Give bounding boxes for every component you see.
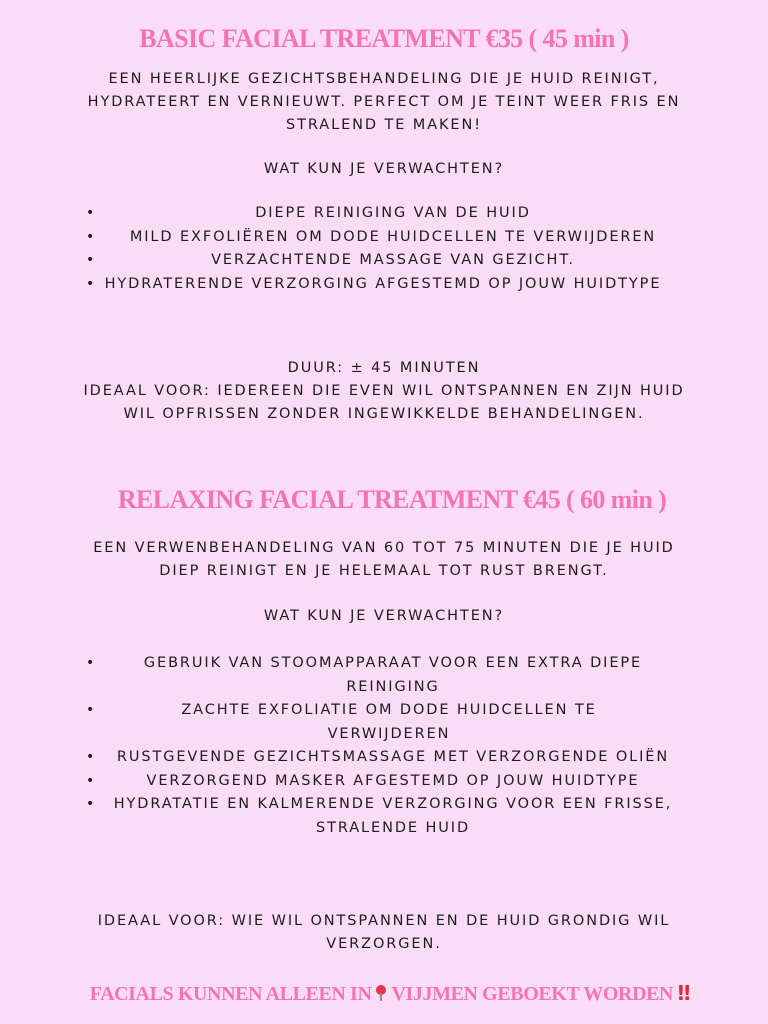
basic-facial-expect-heading: WAT KUN JE VERWACHTEN?	[263, 161, 505, 177]
double-exclamation-icon: ‼	[677, 981, 689, 1005]
basic-facial-list	[84, 202, 684, 296]
list-item: • GEBRUIK VAN STOOMAPPARAAT VOOR EEN EXTRA DIEPE REINIGING	[84, 652, 684, 699]
bullet-icon: •	[86, 796, 97, 812]
list-item: • HYDRATATIE EN KALMERENDE VERZORGING VOOR EEN FRISSE, STRALENDE HUID	[84, 793, 684, 840]
basic-facial-intro: EEN HEERLIJKE GEZICHTSBEHANDELING DIE JE HUID REINIGT, HYDRATEERT EN VERNIEUWT. PERFECT OM JE TEINT WEER FRIS EN STRALEND TE MAKEN!	[87, 71, 681, 133]
bullet-icon: •	[86, 702, 97, 718]
basic-facial-ideal: IDEAAL VOOR: IEDEREEN DIE EVEN WIL ONTSPANNEN EN ZIJN HUID WIL OPFRISSEN ZONDER INGEWIKKELDE BEHANDELINGEN.	[83, 383, 685, 422]
bullet-icon: •	[86, 749, 97, 765]
bullet-icon: •	[86, 205, 97, 221]
booking-notice	[0, 981, 768, 1006]
relaxing-facial-expect-heading: WAT KUN JE VERWACHTEN?	[263, 608, 505, 624]
relaxing-facial-intro: EEN VERWENBEHANDELING VAN 60 TOT 75 MINUTEN DIE JE HUID DIEP REINIGT EN JE HELEMAAL TOT RUST BRENGT.	[93, 540, 675, 579]
relaxing-facial-ideal: IDEAAL VOOR: WIE WIL ONTSPANNEN EN DE HUID GRONDIG WIL VERZORGEN.	[97, 913, 671, 952]
list-item: • MILD EXFOLIËREN OM DODE HUIDCELLEN TE VERWIJDEREN	[84, 226, 684, 250]
booking-notice-text-start: FACIALS KUNNEN ALLEEN IN	[89, 983, 372, 1005]
list-item: • DIEPE REINIGING VAN DE HUID	[84, 202, 684, 226]
basic-facial-duration: DUUR: ± 45 MINUTEN	[287, 360, 481, 376]
list-item: • VERZORGEND MASKER AFGESTEMD OP JOUW HUIDTYPE	[84, 770, 684, 794]
bullet-icon: •	[86, 252, 97, 268]
list-item: • VERZACHTENDE MASSAGE VAN GEZICHT.	[84, 249, 684, 273]
round-pushpin-icon	[375, 985, 387, 1001]
bullet-icon: •	[86, 275, 97, 292]
basic-facial-title: BASIC FACIAL TREATMENT €35 ( 45 min )	[139, 24, 629, 53]
relaxing-facial-title: RELAXING FACIAL TREATMENT €45 ( 60 min )	[117, 485, 667, 514]
bullet-icon: •	[86, 228, 97, 245]
bullet-icon: •	[86, 772, 97, 789]
list-item: • ZACHTE EXFOLIATIE OM DODE HUIDCELLEN TE VERWIJDEREN	[84, 699, 684, 746]
relaxing-facial-list	[84, 652, 684, 840]
list-item: • HYDRATERENDE VERZORGING AFGESTEMD OP JOUW HUIDTYPE	[84, 273, 684, 297]
booking-notice-text-end: VIJJMEN GEBOEKT WORDEN	[391, 983, 674, 1005]
bullet-icon: •	[86, 655, 97, 671]
list-item: • RUSTGEVENDE GEZICHTSMASSAGE MET VERZORGENDE OLIËN	[84, 746, 684, 770]
